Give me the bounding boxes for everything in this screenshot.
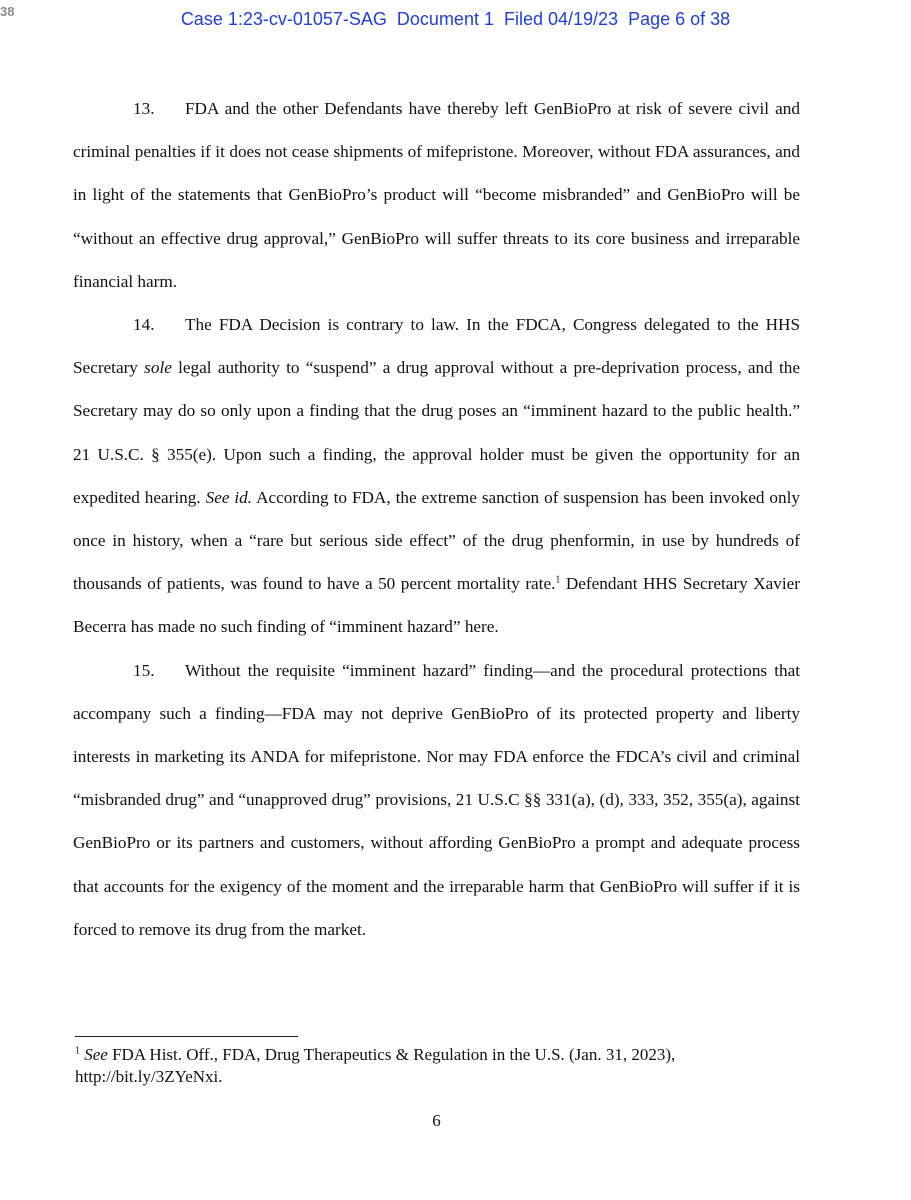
filed-date: Filed 04/19/23 [503,9,619,29]
paragraph-number: 14. [133,315,155,335]
italic-text: sole [144,358,172,378]
case-number: Case 1:23-cv-01057-SAG [180,9,387,29]
paragraph-text: legal authority to “suspend” a drug approval without a pre-deprivation process, and the Secretary may do so only upon a finding that the drug poses an “imminent hazard to the public health.” 21 U.S.C. § 355(e). Upon such a finding, the approval holder must be given the opportunity for an expedited hearing. [73,358,800,507]
paragraph-text: Without the requisite “imminent hazard” finding—and the procedural protections that accompany such a finding—FDA may not deprive GenBioPro of its protected property and liberty interests in marketing its ANDA for mifepristone. Nor may FDA enforce the FDCA’s civil and criminal “misbranded drug” and “unapproved drug” provisions, 21 U.S.C §§ 331(a), (d), 333, 352, 355(a), against GenBioPro or its partners and customers, without affording GenBioPro a prompt and adequate process that accounts for the exigency of the moment and the irreparable harm that GenBioPro will suffer if it is forced to remove its drug from the market. [73,660,800,939]
footnote-text: FDA Hist. Off., FDA, Drug Therapeutics & Regulation in the U.S. (Jan. 31, 2023), http://bit.ly/3ZYeNxi. [75,1045,676,1086]
footnote-divider [75,1036,298,1037]
citation-signal: See [84,1045,108,1064]
case-header [0,9,911,30]
document-number: Document 1 [396,9,494,29]
paragraph-15 [73,649,800,951]
paragraph-14 [73,303,800,649]
paragraph-number: 13. [133,99,155,118]
page-number: 6 [432,1111,441,1130]
paragraph-text: Defendant HHS Secretary Xavier Becerra has made no such finding of “imminent hazard” here. [73,574,800,637]
document-body [73,87,800,951]
paragraph-13 [73,87,800,303]
paragraph-text: The FDA Decision is contrary to law. In the FDCA, Congress delegated to the HHS Secretary [73,315,800,378]
page-tab: 38 [0,4,15,19]
footnote-marker: 1 [75,1045,80,1057]
footnote [75,1044,795,1088]
paragraph-text: FDA and the other Defendants have thereby left GenBioPro at risk of severe civil and criminal penalties if it does not cease shipments of mifepristone. Moreover, without FDA assurances, and in light of the statements that GenBioPro’s product will “become misbranded” and GenBioPro will be “without an effective drug approval,” GenBioPro will suffer threats to its core business and irreparable financial harm. [73,99,800,291]
citation-signal: See id. [205,487,253,507]
paragraph-text: According to FDA, the extreme sanction of suspension has been invoked only once in history, when a “rare but serious side effect” of the drug phenformin, in use by hundreds of thousands of patients, was found to have a 50 percent mortality rate. [73,487,800,594]
footnote-reference[interactable]: 1 [555,574,561,586]
paragraph-number: 15. [133,660,155,680]
page-count: Page 6 of 38 [628,9,731,29]
